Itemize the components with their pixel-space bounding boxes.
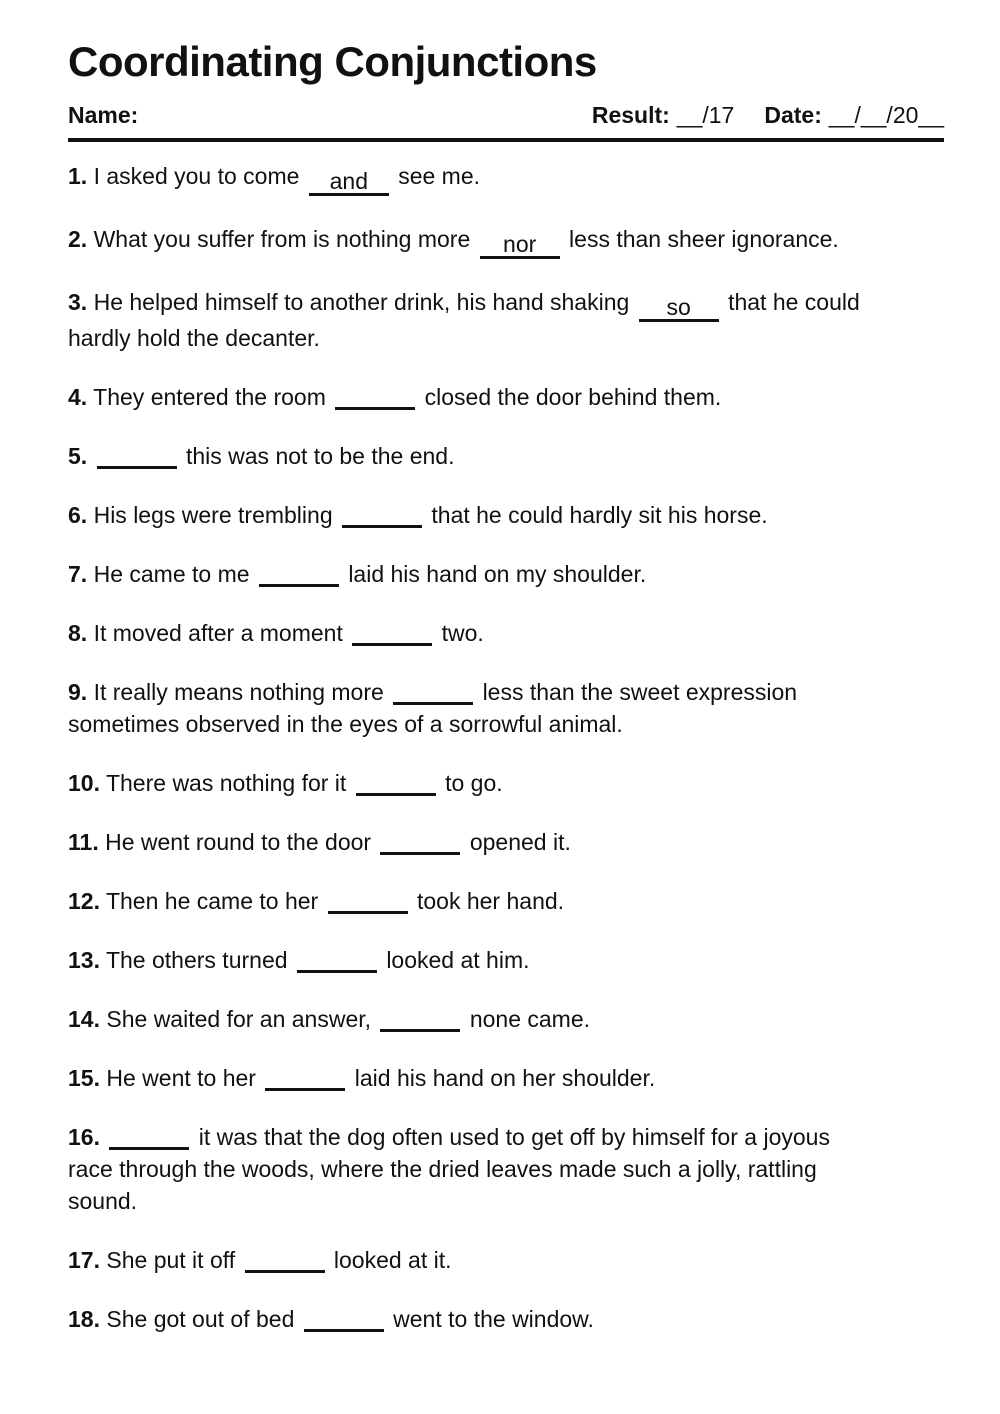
item-text: less than the sweet expression [482,679,798,705]
answer-blank[interactable] [352,620,432,646]
item-text: Then he came to her [105,888,319,914]
item-text: less than sheer ignorance. [569,226,839,252]
item-text: She waited for an answer, [106,1006,372,1032]
answer-blank[interactable] [380,1006,460,1032]
answer-blank[interactable] [393,679,473,705]
exercise-item-11 [68,826,944,858]
item-number: 16. [68,1124,100,1150]
item-text: closed the door behind them. [424,384,722,410]
exercise-item-7 [68,558,944,590]
answer-blank[interactable] [259,561,339,587]
item-number: 15. [68,1065,100,1091]
item-text: There was nothing for it [105,770,347,796]
exercise-item-8 [68,617,944,649]
meta-row [68,100,944,142]
exercise-item-5 [68,440,944,472]
result-blank[interactable]: __/17 [676,102,735,128]
item-text: It moved after a moment [93,620,343,646]
date-label: Date: [764,102,822,128]
item-number: 13. [68,947,100,973]
item-text: He came to me [93,561,250,587]
exercise-item-10 [68,767,944,799]
result-label: Result: [591,102,670,128]
exercise-item-15 [68,1062,944,1094]
item-text: He went round to the door [105,829,372,855]
item-text: The others turned [105,947,288,973]
exercise-item-9 [68,676,944,740]
item-text: it was that the dog often used to get off by himself for a joyous [198,1124,830,1150]
item-number: 7. [68,561,88,587]
item-number: 11. [68,829,99,855]
answer-blank[interactable] [328,888,408,914]
item-text: laid his hand on my shoulder. [348,561,647,587]
item-number: 10. [68,770,100,796]
item-text: looked at him. [386,947,530,973]
item-text: hardly hold the decanter. [68,325,320,351]
item-number: 5. [68,443,88,469]
item-text: sometimes observed in the eyes of a sorrowful animal. [68,711,623,737]
item-text: I asked you to come [93,163,300,189]
item-number: 8. [68,620,88,646]
item-text: What you suffer from is nothing more [93,226,471,252]
exercise-item-3 [68,286,944,354]
exercise-item-12 [68,885,944,917]
item-text: this was not to be the end. [185,443,455,469]
exercise-item-2 [68,223,944,259]
name-label: Name: [68,102,139,128]
item-text: that he could hardly sit his horse. [431,502,768,528]
exercise-item-18 [68,1303,944,1335]
item-text: He helped himself to another drink, his hand shaking [93,289,630,315]
item-text: They entered the room [93,384,326,410]
item-text: race through the woods, where the dried leaves made such a jolly, rattling [68,1156,817,1182]
item-number: 2. [68,226,88,252]
answer-blank-filled[interactable]: nor [480,233,560,259]
exercise-item-16 [68,1121,944,1217]
item-text: went to the window. [393,1306,594,1332]
answer-blank-filled[interactable]: so [639,296,719,322]
answer-blank[interactable] [380,829,460,855]
item-number: 12. [68,888,100,914]
exercise-item-4 [68,381,944,413]
item-text: took her hand. [416,888,565,914]
item-text: none came. [469,1006,591,1032]
item-number: 14. [68,1006,100,1032]
exercise-item-17 [68,1244,944,1276]
page-title: Coordinating Conjunctions [68,38,597,85]
exercise-item-13 [68,944,944,976]
item-text: laid his hand on her shoulder. [354,1065,656,1091]
exercise-item-14 [68,1003,944,1035]
item-text: looked at it. [333,1247,452,1273]
item-text: His legs were trembling [93,502,333,528]
item-text: She put it off [106,1247,236,1273]
answer-blank[interactable] [356,770,436,796]
item-text: see me. [398,163,481,189]
date-blank[interactable]: __/__/20__ [828,102,944,128]
answer-blank[interactable] [245,1247,325,1273]
item-number: 6. [68,502,88,528]
item-text: opened it. [469,829,571,855]
answer-blank[interactable] [342,502,422,528]
item-number: 18. [68,1306,100,1332]
answer-blank[interactable] [265,1065,345,1091]
answer-blank[interactable] [304,1306,384,1332]
item-text: that he could [728,289,860,315]
item-text: sound. [68,1188,138,1214]
exercise-item-6 [68,499,944,531]
item-number: 3. [68,289,88,315]
meta-right-group [592,100,944,130]
answer-blank[interactable] [335,384,415,410]
item-number: 9. [68,679,88,705]
answer-blank[interactable] [297,947,377,973]
item-text: to go. [445,770,503,796]
item-text: He went to her [106,1065,256,1091]
item-text: It really means nothing more [93,679,384,705]
exercise-list [68,160,944,1335]
answer-blank[interactable] [97,443,177,469]
item-text: She got out of bed [106,1306,295,1332]
item-number: 1. [68,163,88,189]
item-number: 17. [68,1247,100,1273]
answer-blank-filled[interactable]: and [309,170,389,196]
answer-blank[interactable] [109,1124,189,1150]
item-text: two. [441,620,484,646]
item-number: 4. [68,384,88,410]
exercise-item-1 [68,160,944,196]
